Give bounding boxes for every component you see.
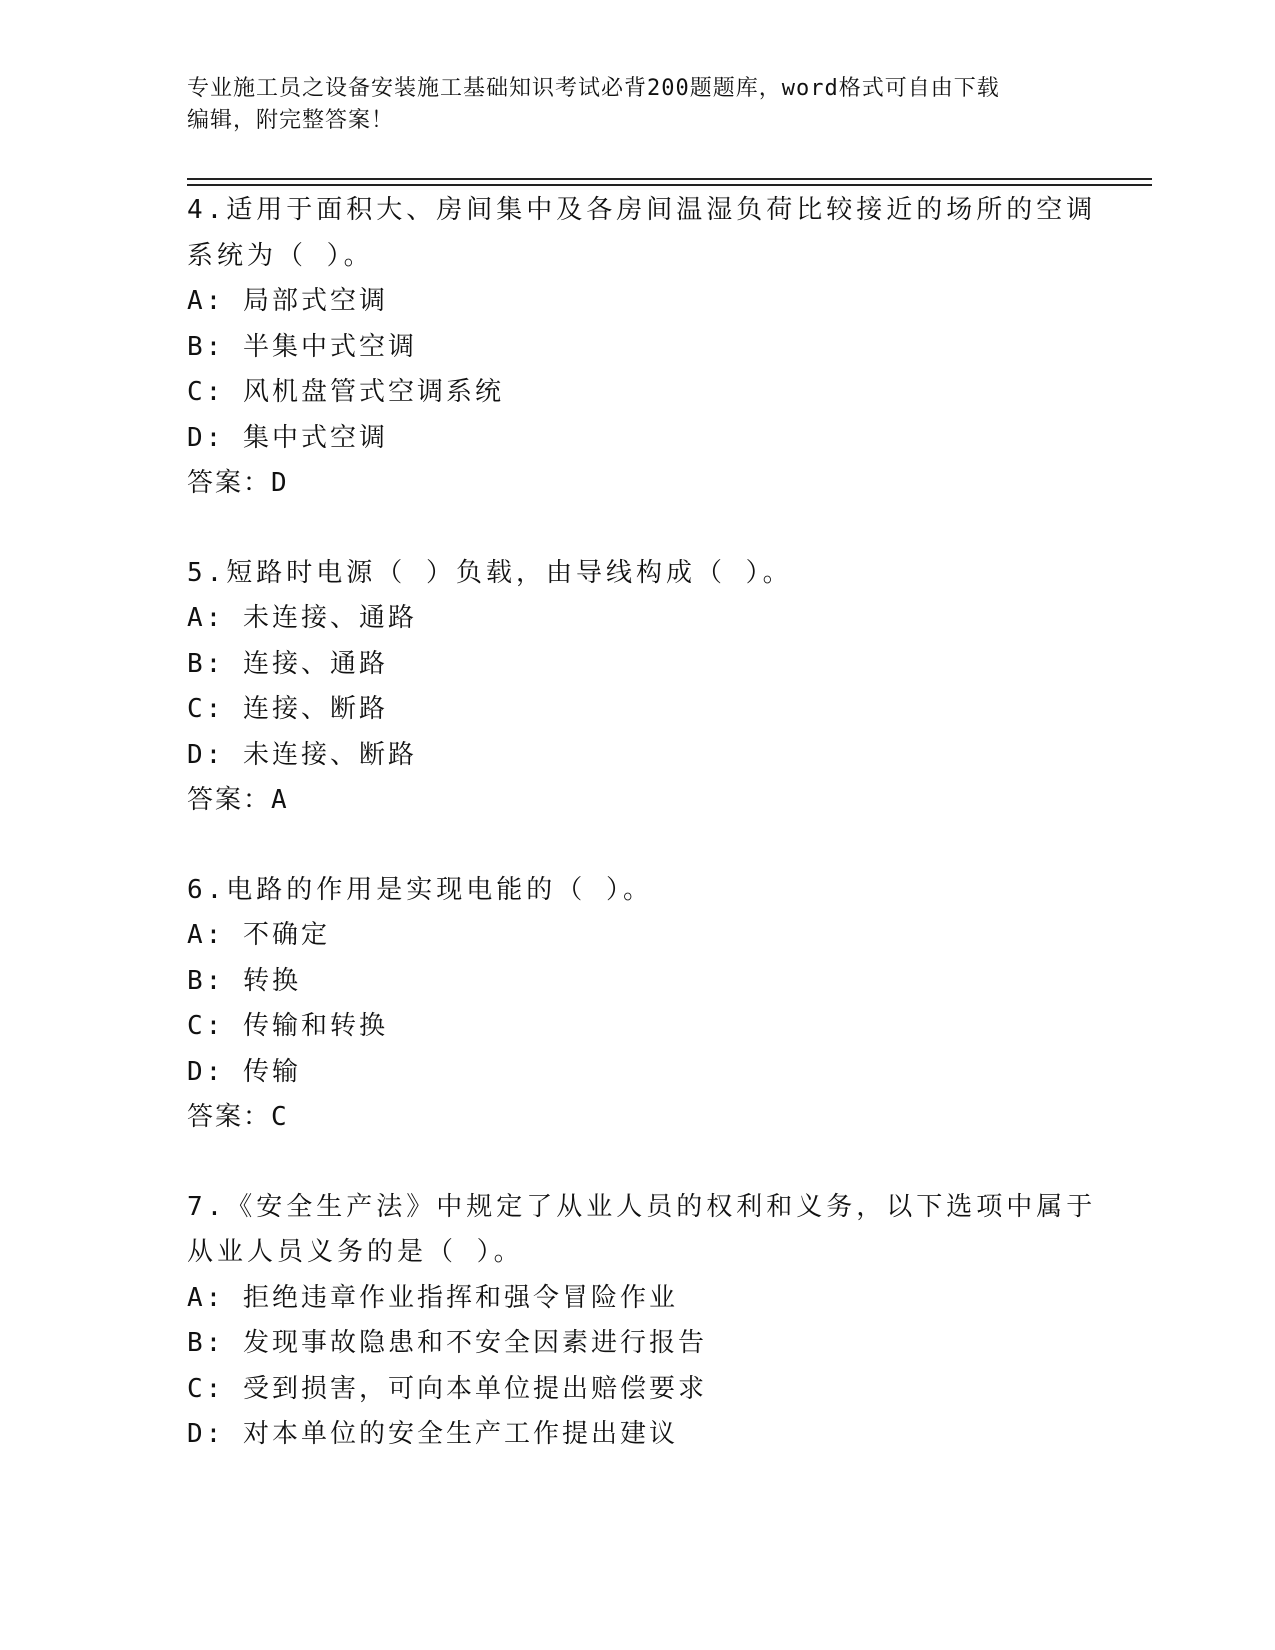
stem-line: 系统为（ ）。 xyxy=(187,240,374,271)
option-a: A: 拒绝违章作业指挥和强令冒险作业 xyxy=(187,1282,678,1313)
document-header xyxy=(187,73,1067,137)
stem-line: 7.《安全生产法》中规定了从业人员的权利和义务，以下选项中属于 xyxy=(187,1191,1097,1222)
option-b: B: 发现事故隐患和不安全因素进行报告 xyxy=(187,1328,707,1358)
answer-value: C xyxy=(271,1102,288,1132)
header-divider-bottom xyxy=(187,184,1152,186)
question-7 xyxy=(187,1185,1097,1458)
option-b: B: 半集中式空调 xyxy=(187,331,417,362)
answer-label: 答案： xyxy=(187,785,272,815)
question-4 xyxy=(187,188,1097,507)
question-stem xyxy=(187,1185,1097,1276)
answer-label: 答案： xyxy=(187,1102,272,1132)
stem-line: 从业人员义务的是（ ）。 xyxy=(187,1237,524,1267)
header-divider-top xyxy=(187,178,1152,180)
stem-line: 4.适用于面积大、房间集中及各房间温湿负荷比较接近的场所的空调 xyxy=(187,195,1097,225)
option-b: B: 连接、通路 xyxy=(187,648,388,679)
header-line-1: 专业施工员之设备安装施工基础知识考试必背200题题库，word格式可自由下载 xyxy=(187,76,1000,101)
option-d: D: 未连接、断路 xyxy=(187,739,417,770)
question-6 xyxy=(187,868,1087,1141)
stem-line: 5.短路时电源（ ）负载，由导线构成（ ）。 xyxy=(187,557,793,588)
question-stem xyxy=(187,551,1087,597)
question-stem xyxy=(187,188,1097,279)
option-b: B: 转换 xyxy=(187,965,301,996)
header-line-2: 编辑，附完整答案！ xyxy=(187,108,395,133)
option-d: D: 集中式空调 xyxy=(187,422,388,453)
option-a: A: 未连接、通路 xyxy=(187,603,417,633)
question-stem xyxy=(187,868,1087,914)
option-a: A: 局部式空调 xyxy=(187,286,388,316)
answer-line xyxy=(187,461,1087,507)
option-c: C: 风机盘管式空调系统 xyxy=(187,377,504,407)
option-d: D: 传输 xyxy=(187,1056,301,1087)
answer-line xyxy=(187,778,1087,824)
option-c: C: 受到损害，可向本单位提出赔偿要求 xyxy=(187,1373,707,1404)
answer-label: 答案： xyxy=(187,468,272,498)
question-list xyxy=(187,188,1097,1502)
option-a: A: 不确定 xyxy=(187,920,330,950)
answer-line xyxy=(187,1095,1087,1141)
option-d: D: 对本单位的安全生产工作提出建议 xyxy=(187,1419,678,1449)
option-c: C: 连接、断路 xyxy=(187,694,388,724)
question-5 xyxy=(187,551,1087,824)
option-c: C: 传输和转换 xyxy=(187,1011,388,1041)
answer-value: A xyxy=(271,785,288,815)
answer-value: D xyxy=(271,468,288,498)
stem-line: 6.电路的作用是实现电能的（ ）。 xyxy=(187,874,653,905)
